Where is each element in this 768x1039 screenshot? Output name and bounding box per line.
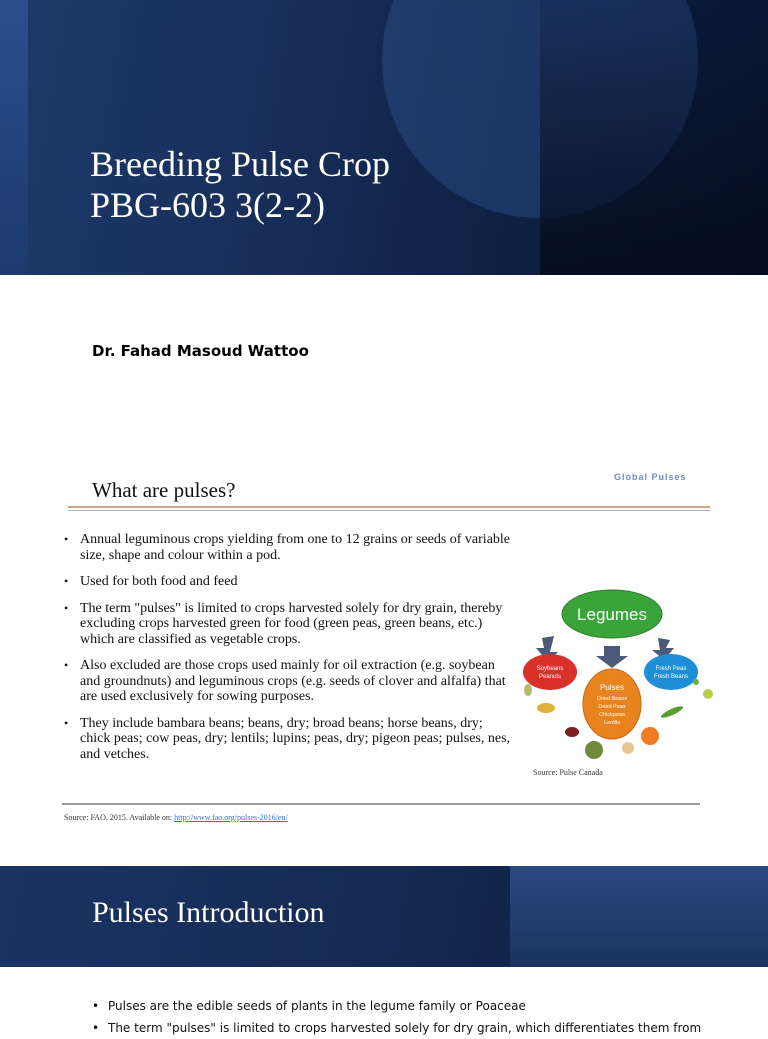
list-item: • Pulses are the edible seeds of plants in the legume family or Poaceae xyxy=(92,995,752,1017)
list-item: • Annual leguminous crops yielding from one to 12 grains or seeds of variable size, shape and colour within a pod. xyxy=(64,532,514,563)
pulses-introduction-body xyxy=(0,967,768,1035)
slide-title: What are pulses? xyxy=(92,478,236,502)
list-item: • Used for both food and feed xyxy=(64,574,514,590)
soybean-icon xyxy=(524,684,532,696)
green-pea-icon xyxy=(703,689,713,699)
legumes-label: Legumes xyxy=(577,605,647,624)
pea-pod-icon xyxy=(660,704,684,720)
what-are-pulses-slide xyxy=(0,468,768,830)
section-title: Pulses Introduction xyxy=(92,896,325,929)
pulses-item-3: Chickpeas xyxy=(599,712,625,718)
title-slide-banner xyxy=(0,0,768,275)
peas-icon xyxy=(585,741,603,759)
pulses-item-1: Dried Beans xyxy=(596,696,628,702)
course-title xyxy=(90,144,390,226)
list-item: • They include bambara beans; beans, dry; broad beans; horse beans, dry; chick peas; cow peas, dry; lentils; lupins; peas, dry; pigeon peas; pulses, nes, and vetches. xyxy=(64,716,514,763)
footer-rule xyxy=(62,803,700,805)
legumes-diagram xyxy=(520,586,720,781)
author-name: Dr. Fahad Masoud Wattoo xyxy=(92,342,309,360)
title-rule xyxy=(68,506,710,508)
course-title-line-2: PBG-603 3(2-2) xyxy=(90,185,325,225)
vegetable-legumes-label-2: Fresh Beans xyxy=(653,674,689,680)
title-rule-secondary xyxy=(68,510,710,511)
fao-link[interactable]: http://www.fao.org/pulses-2016/en/ xyxy=(174,813,288,822)
banner-accent-block xyxy=(510,866,768,967)
banner-accent-strip xyxy=(0,0,28,275)
oilseeds-label-1: Soybeans xyxy=(536,666,564,672)
bean-icon xyxy=(565,727,579,737)
pulses-introduction-banner xyxy=(0,866,768,967)
source-citation xyxy=(64,813,288,822)
peanut-icon xyxy=(537,703,555,713)
fresh-pea-icon xyxy=(693,679,699,685)
arrow-down-icon xyxy=(596,646,628,668)
banner-shade xyxy=(540,0,768,275)
chickpea-icon xyxy=(622,742,634,754)
source-citation-text: Source: FAO. 2015. Available on: xyxy=(64,813,173,822)
image-source-caption: Source: Pulse Canada xyxy=(533,768,603,777)
list-item: • The term "pulses" is limited to crops harvested solely for dry grain, which differentiates them from xyxy=(92,1017,752,1039)
course-title-line-1: Breeding Pulse Crop xyxy=(90,144,390,184)
vegetable-legumes-label-1: Fresh Peas xyxy=(655,666,687,672)
list-item: • Also excluded are those crops used mainly for oil extraction (e.g. soybean and groundnuts) and leguminous crops (e.g. seeds of clover and alfalfa) that are used exclusively for sowing purposes. xyxy=(64,658,514,705)
pulses-label: Pulses xyxy=(599,683,625,692)
lentil-icon xyxy=(641,727,659,745)
pulses-item-4: Lentils xyxy=(604,720,620,726)
vegetable-legumes-node xyxy=(644,654,698,690)
logo-text: Global Pulses xyxy=(614,472,687,482)
oilseeds-node xyxy=(523,654,577,690)
pulses-item-2: Dried Peas xyxy=(598,704,626,710)
list-item: • The term "pulses" is limited to crops harvested solely for dry grain, thereby excluding crops harvested green for food (green peas, green beans, etc.) which are classified as vegetable crops. xyxy=(64,601,514,648)
pulses-definition-list xyxy=(64,532,514,773)
introduction-list xyxy=(92,995,752,1039)
oilseeds-label-2: Peanuts xyxy=(538,674,562,680)
